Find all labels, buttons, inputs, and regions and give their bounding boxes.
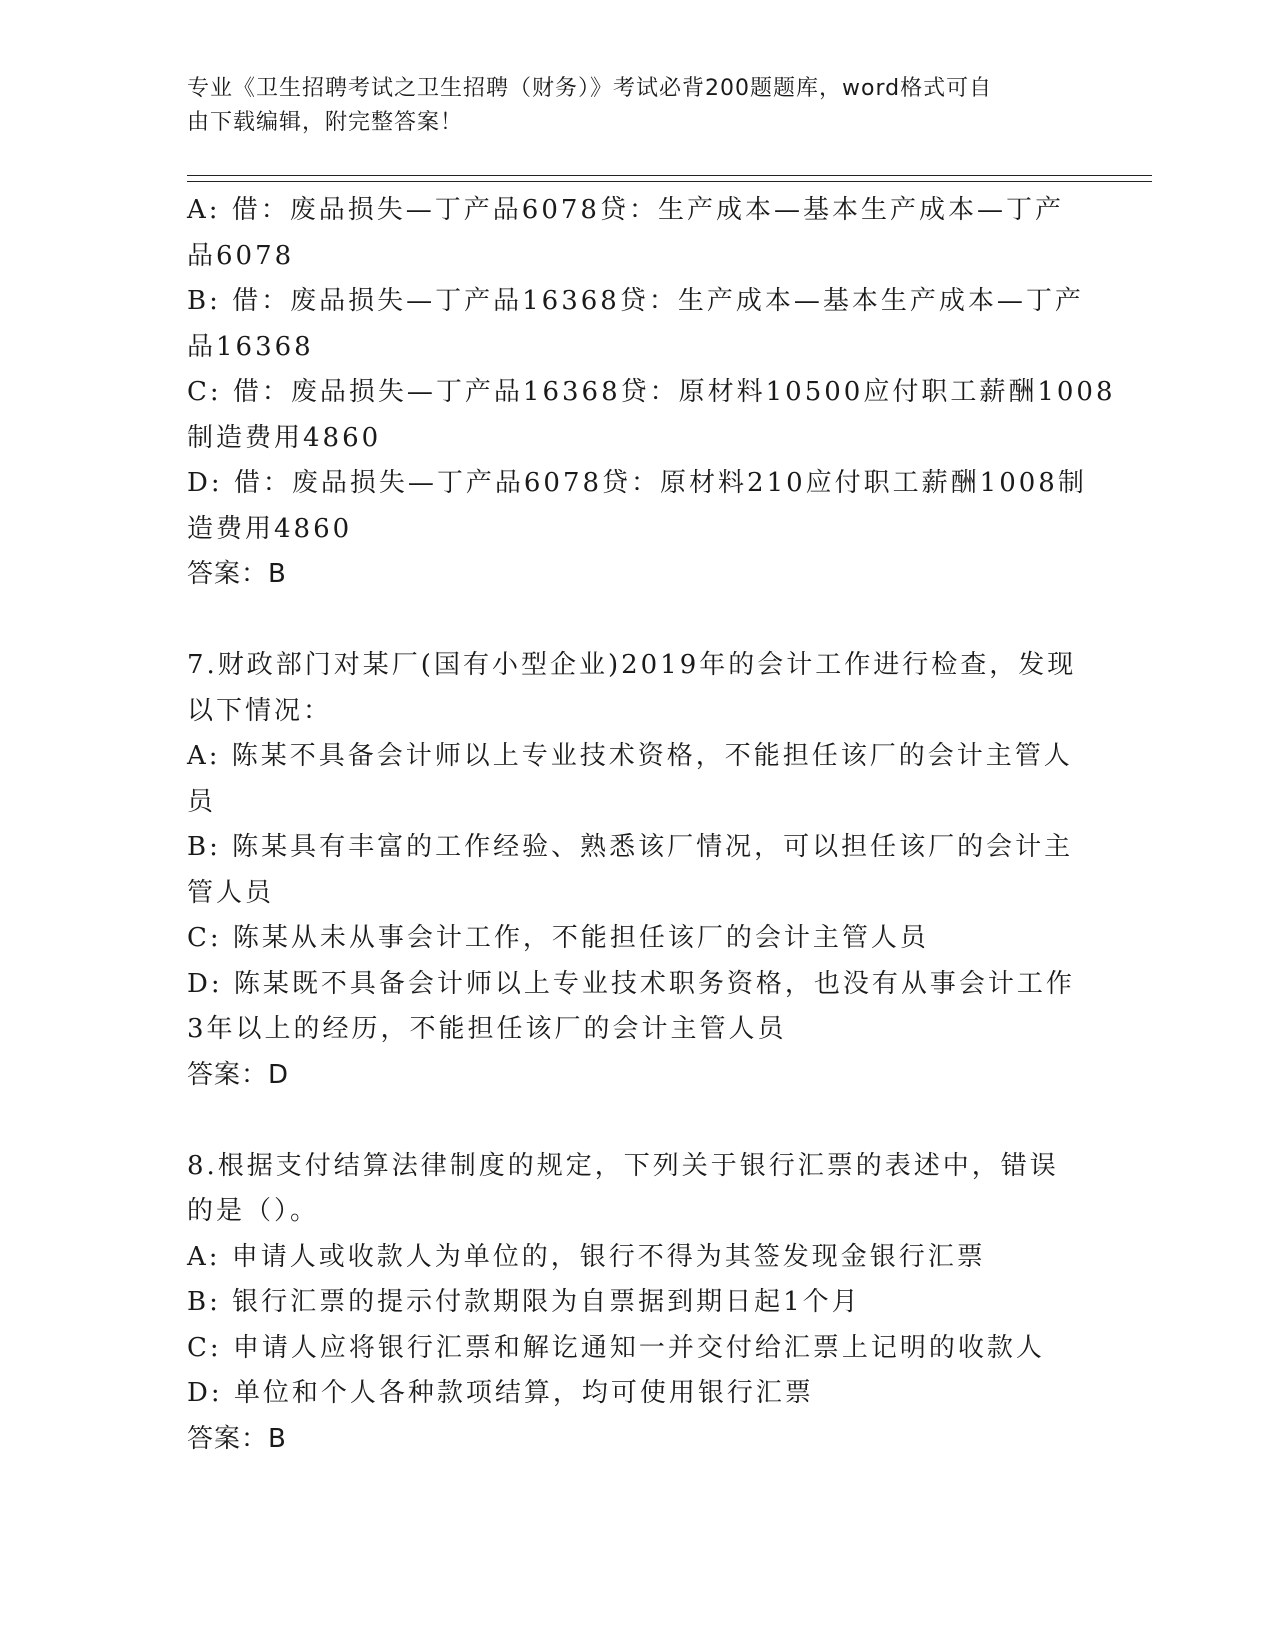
header-divider-bottom [187,181,1152,182]
option-a-line-1: A: 借：废品损失—丁产品6078贷：生产成本—基本生产成本—丁产 [187,195,1064,225]
header-divider-top [187,175,1152,176]
option-b-line-1: B: 银行汇票的提示付款期限为自票据到期日起1个月 [187,1287,861,1317]
option-c-line-2: 制造费用4860 [187,422,382,453]
question-8 [187,1144,1077,1463]
question-stem-line-1: 7.财政部门对某厂(国有小型企业)2019年的会计工作进行检查，发现 [187,650,1077,680]
option-b-line-2: 品16368 [187,331,314,362]
question-spacer [187,598,1077,644]
answer-label: 答案：B [187,1423,287,1454]
option-d-line-1: D: 借：废品损失—丁产品6078贷：原材料210应付职工薪酬1008制 [187,468,1087,498]
question-6-options [187,188,1116,598]
question-stem-line-2: 的是（）。 [187,1196,320,1226]
option-d-line-1: D: 陈某既不具备会计师以上专业技术职务资格，也没有从事会计工作 [187,968,1075,999]
header-line-1: 专业《卫生招聘考试之卫生招聘（财务）》考试必背200题题库，word格式可自 [187,76,993,101]
option-d-line-2: 3年以上的经历，不能担任该厂的会计主管人员 [187,1014,787,1044]
option-a-line-1: A: 申请人或收款人为单位的，银行不得为其签发现金银行汇票 [187,1241,986,1272]
option-a-line-2: 品6078 [187,240,295,271]
option-c-line-1: C: 陈某从未从事会计工作，不能担任该厂的会计主管人员 [187,923,929,953]
answer-label: 答案：D [187,1059,290,1090]
question-7 [187,643,1077,1098]
answer-label: 答案：B [187,559,287,589]
question-content [187,188,1116,1462]
question-spacer [187,1098,1077,1144]
option-a-line-2: 员 [187,786,217,817]
option-c-line-1: C: 借：废品损失—丁产品16368贷：原材料10500应付职工薪酬1008 [187,377,1116,407]
option-a-line-1: A: 陈某不具备会计师以上专业技术资格，不能担任该厂的会计主管人 [187,741,1073,771]
option-b-line-1: B: 陈某具有丰富的工作经验、熟悉该厂情况，可以担任该厂的会计主 [187,832,1074,862]
option-c-line-1: C: 申请人应将银行汇票和解讫通知一并交付给汇票上记明的收款人 [187,1332,1045,1363]
option-d-line-2: 造费用4860 [187,513,353,544]
option-d-line-1: D: 单位和个人各种款项结算，均可使用银行汇票 [187,1378,814,1408]
question-stem-line-1: 8.根据支付结算法律制度的规定，下列关于银行汇票的表述中，错误 [187,1150,1059,1181]
header-line-2: 由下载编辑，附完整答案！ [187,110,464,135]
question-stem-line-2: 以下情况： [187,695,333,726]
document-header [187,72,1067,140]
option-b-line-2: 管人员 [187,877,275,908]
option-b-line-1: B: 借：废品损失—丁产品16368贷：生产成本—基本生产成本—丁产 [187,286,1084,316]
